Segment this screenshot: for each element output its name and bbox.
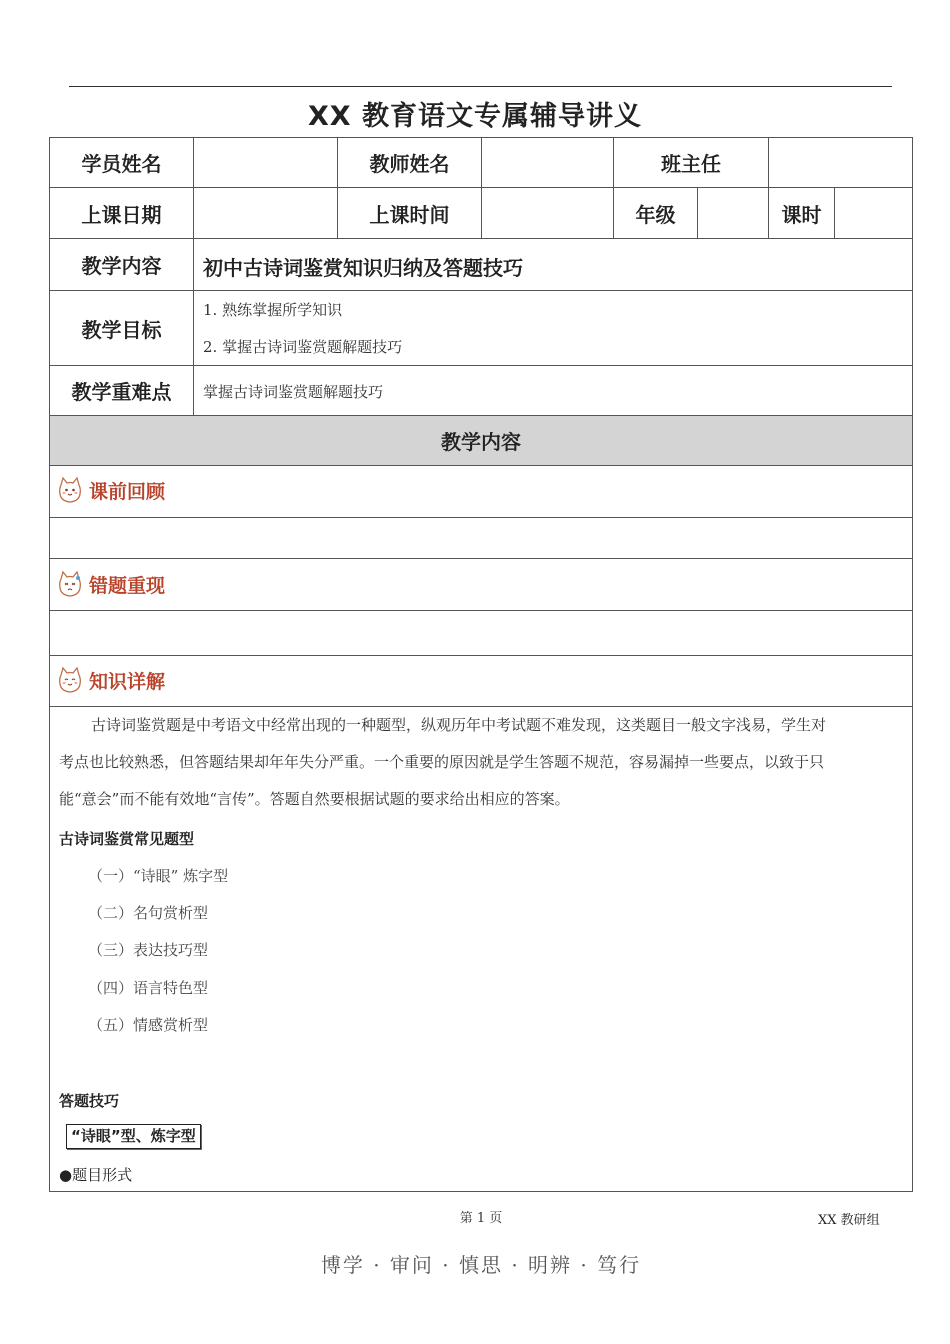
column-divider	[768, 137, 769, 188]
hours-label: 课时	[781, 202, 822, 227]
column-divider	[481, 137, 482, 238]
poem-eye-type-box: “诗眼”型、炼字型	[66, 1124, 201, 1149]
cat-mascot-icon	[57, 570, 83, 598]
goal-item: 1. 熟练掌握所学知识	[203, 301, 343, 319]
intro-paragraph-line: 能“意会”而不能有效地“言传”。答题自然要根据试题的要求给出相应的答案。	[59, 790, 570, 808]
key-points-label: 教学重难点	[71, 380, 172, 404]
skills-heading: 答题技巧	[59, 1092, 120, 1110]
section-knowledge-title: 知识详解	[89, 670, 166, 693]
column-divider	[193, 137, 194, 415]
section-mistakes	[57, 570, 165, 598]
cat-mascot-icon	[57, 476, 83, 504]
content-label: 教学内容	[81, 254, 162, 278]
row-divider	[49, 610, 913, 611]
types-heading: 古诗词鉴赏常见题型	[59, 830, 195, 848]
type-list-item: （四）语言特色型	[88, 979, 209, 997]
section-mistakes-title: 错题重现	[89, 574, 166, 597]
page-number: 第 1 页	[459, 1211, 503, 1226]
column-divider	[697, 187, 698, 238]
column-divider	[834, 187, 835, 238]
type-list-item: （三）表达技巧型	[88, 941, 209, 959]
type-list-item: （一）“诗眼” 炼字型	[88, 867, 229, 885]
section-review-title: 课前回顾	[89, 480, 166, 503]
teacher-name-label: 教师姓名	[369, 152, 450, 176]
type-list-item: （五）情感赏析型	[88, 1016, 209, 1034]
intro-paragraph-line: 考点也比较熟悉，但答题结果却年年失分严重。一个重要的原因就是学生答题不规范，容易漏掉一些要点，以致于只	[59, 753, 825, 771]
date-label: 上课日期	[81, 202, 162, 227]
cat-mascot-icon	[57, 666, 83, 694]
goal-label: 教学目标	[81, 317, 162, 342]
student-name-label: 学员姓名	[81, 152, 162, 176]
content-band-title: 教学内容	[441, 430, 521, 454]
top-rule	[69, 86, 892, 87]
goal-item: 2. 掌握古诗词鉴赏题解题技巧	[203, 338, 403, 356]
grade-label: 年级	[635, 202, 676, 227]
document-title: XX 教育语文专属辅导讲义	[307, 101, 643, 132]
motto: 博学 · 审问 · 慎思 · 明辨 · 笃行	[320, 1253, 642, 1277]
row-divider	[49, 655, 913, 656]
org-name: XX 教研组	[818, 1213, 880, 1228]
section-review	[57, 476, 165, 504]
time-label: 上课时间	[369, 202, 450, 227]
content-value: 初中古诗词鉴赏知识归纳及答题技巧	[203, 256, 523, 280]
row-divider	[49, 465, 913, 466]
row-divider	[49, 517, 913, 518]
type-list-item: （二）名句赏析型	[88, 904, 209, 922]
intro-paragraph-line: 古诗词鉴赏题是中考语文中经常出现的一种题型，纵观历年中考试题不难发现，这类题目一般文字浅易，学生对	[91, 716, 827, 734]
question-form-bullet: ●题目形式	[59, 1166, 133, 1184]
key-points-value: 掌握古诗词鉴赏题解题技巧	[203, 383, 384, 401]
row-divider	[49, 558, 913, 559]
section-knowledge	[57, 666, 165, 694]
class-teacher-label: 班主任	[661, 152, 721, 176]
